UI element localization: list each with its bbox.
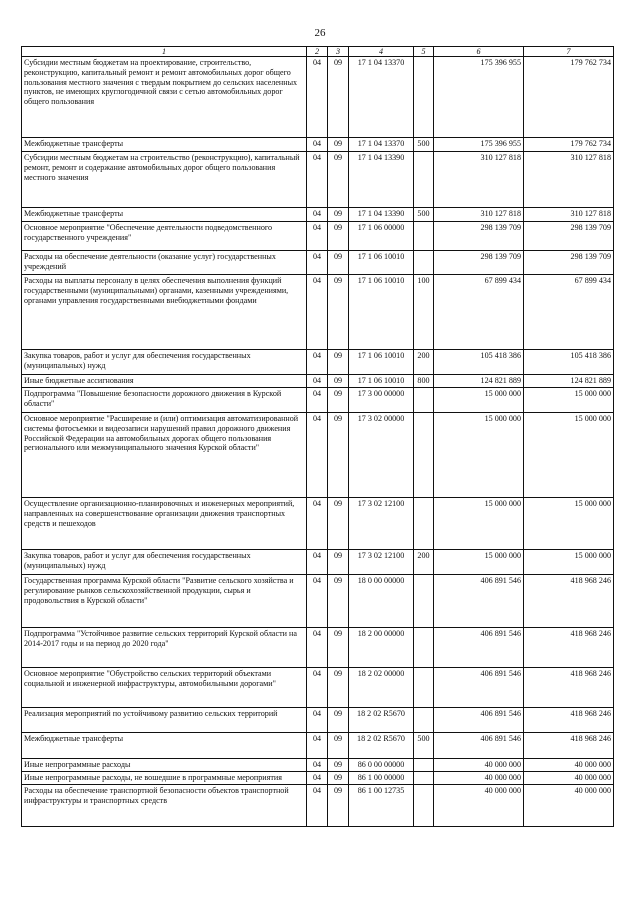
header-cell: 5 xyxy=(414,47,434,57)
row-description: Расходы на обеспечение деятельности (оказание услуг) государственных учреждений xyxy=(22,251,307,275)
amount-year-1: 310 127 818 xyxy=(434,152,524,208)
amount-year-2: 15 000 000 xyxy=(524,388,614,413)
expense-type-code: 500 xyxy=(414,208,434,222)
amount-year-1: 406 891 546 xyxy=(434,628,524,668)
target-article-code: 18 0 00 00000 xyxy=(349,575,414,628)
row-description: Закупка товаров, работ и услуг для обеспечения государственных (муниципальных) нужд xyxy=(22,550,307,575)
row-description: Иные бюджетные ассигнования xyxy=(22,375,307,388)
subsection-code: 09 xyxy=(328,708,349,733)
row-description: Расходы на обеспечение транспортной безопасности объектов транспортной инфраструктуры и транспортных средств xyxy=(22,785,307,827)
section-code: 04 xyxy=(307,388,328,413)
row-description: Закупка товаров, работ и услуг для обеспечения государственных (муниципальных) нужд xyxy=(22,350,307,375)
amount-year-1: 298 139 709 xyxy=(434,222,524,251)
target-article-code: 17 3 02 12100 xyxy=(349,550,414,575)
table-row xyxy=(22,708,614,733)
table-row xyxy=(22,251,614,275)
row-description: Межбюджетные трансферты xyxy=(22,208,307,222)
subsection-code: 09 xyxy=(328,628,349,668)
subsection-code: 09 xyxy=(328,733,349,759)
subsection-code: 09 xyxy=(328,208,349,222)
amount-year-1: 406 891 546 xyxy=(434,668,524,708)
row-description: Государственная программа Курской области "Развитие сельского хозяйства и регулирование рынков сельскохозяйственной продукции, сырья и продовольствия в Курской области" xyxy=(22,575,307,628)
table-row xyxy=(22,57,614,138)
row-description: Основное мероприятие "Обеспечение деятельности подведомственного государственного учреждения" xyxy=(22,222,307,251)
expense-type-code xyxy=(414,222,434,251)
subsection-code: 09 xyxy=(328,350,349,375)
section-code: 04 xyxy=(307,152,328,208)
row-description: Иные непрограммные расходы xyxy=(22,759,307,772)
expense-type-code xyxy=(414,708,434,733)
section-code: 04 xyxy=(307,413,328,498)
subsection-code: 09 xyxy=(328,275,349,350)
amount-year-1: 406 891 546 xyxy=(434,733,524,759)
amount-year-2: 418 968 246 xyxy=(524,733,614,759)
amount-year-1: 15 000 000 xyxy=(434,413,524,498)
section-code: 04 xyxy=(307,208,328,222)
header-cell: 7 xyxy=(524,47,614,57)
target-article-code: 18 2 00 00000 xyxy=(349,628,414,668)
subsection-code: 09 xyxy=(328,152,349,208)
target-article-code: 18 2 02 R5670 xyxy=(349,733,414,759)
target-article-code: 17 1 06 10010 xyxy=(349,375,414,388)
subsection-code: 09 xyxy=(328,785,349,827)
subsection-code: 09 xyxy=(328,251,349,275)
target-article-code: 18 2 02 00000 xyxy=(349,668,414,708)
section-code: 04 xyxy=(307,759,328,772)
expense-type-code xyxy=(414,57,434,138)
table-row xyxy=(22,152,614,208)
expense-type-code xyxy=(414,759,434,772)
target-article-code: 86 0 00 00000 xyxy=(349,759,414,772)
amount-year-2: 310 127 818 xyxy=(524,152,614,208)
amount-year-1: 40 000 000 xyxy=(434,772,524,785)
target-article-code: 86 1 00 00000 xyxy=(349,772,414,785)
row-description: Основное мероприятие "Расширение и (или) оптимизация автоматизированной системы фотосъемки и видеозаписи нарушений правил дорожного движения Российской Федерации на автомобильных дорогах общего пользования регионального или межмуниципального значения Курской области" xyxy=(22,413,307,498)
section-code: 04 xyxy=(307,772,328,785)
target-article-code: 17 3 00 00000 xyxy=(349,388,414,413)
budget-table xyxy=(21,46,614,827)
table-row xyxy=(22,550,614,575)
section-code: 04 xyxy=(307,668,328,708)
amount-year-2: 124 821 889 xyxy=(524,375,614,388)
expense-type-code xyxy=(414,772,434,785)
expense-type-code: 100 xyxy=(414,275,434,350)
row-description: Подпрограмма "Устойчивое развитие сельских территорий Курской области на 2014-2017 годы и на период до 2020 года" xyxy=(22,628,307,668)
table-row xyxy=(22,785,614,827)
amount-year-1: 298 139 709 xyxy=(434,251,524,275)
subsection-code: 09 xyxy=(328,138,349,152)
amount-year-1: 175 396 955 xyxy=(434,138,524,152)
amount-year-2: 40 000 000 xyxy=(524,785,614,827)
expense-type-code: 200 xyxy=(414,550,434,575)
expense-type-code xyxy=(414,498,434,550)
section-code: 04 xyxy=(307,138,328,152)
amount-year-1: 15 000 000 xyxy=(434,388,524,413)
section-code: 04 xyxy=(307,498,328,550)
section-code: 04 xyxy=(307,350,328,375)
amount-year-1: 40 000 000 xyxy=(434,759,524,772)
target-article-code: 17 1 04 13390 xyxy=(349,152,414,208)
table-row xyxy=(22,733,614,759)
amount-year-1: 15 000 000 xyxy=(434,498,524,550)
row-description: Межбюджетные трансферты xyxy=(22,138,307,152)
subsection-code: 09 xyxy=(328,498,349,550)
expense-type-code xyxy=(414,628,434,668)
amount-year-2: 418 968 246 xyxy=(524,628,614,668)
row-description: Субсидии местным бюджетам на проектирование, строительство, реконструкцию, капитальный ремонт и ремонт автомобильных дорог общего пользования местного значения с твердым покрытием до сельских населенных пунктов, не имеющих круглогодичной связи с сетью автомобильных дорог общего пользования xyxy=(22,57,307,138)
expense-type-code: 200 xyxy=(414,350,434,375)
table-row xyxy=(22,208,614,222)
target-article-code: 17 3 02 12100 xyxy=(349,498,414,550)
amount-year-2: 418 968 246 xyxy=(524,575,614,628)
amount-year-2: 298 139 709 xyxy=(524,251,614,275)
subsection-code: 09 xyxy=(328,772,349,785)
section-code: 04 xyxy=(307,57,328,138)
section-code: 04 xyxy=(307,222,328,251)
row-description: Основное мероприятие "Обустройство сельских территорий объектами социальной и инженерной инфраструктуры, автомобильными дорогами" xyxy=(22,668,307,708)
target-article-code: 17 1 06 10010 xyxy=(349,350,414,375)
expense-type-code: 800 xyxy=(414,375,434,388)
amount-year-2: 40 000 000 xyxy=(524,759,614,772)
target-article-code: 17 1 04 13390 xyxy=(349,208,414,222)
amount-year-1: 310 127 818 xyxy=(434,208,524,222)
table-row xyxy=(22,759,614,772)
section-code: 04 xyxy=(307,733,328,759)
section-code: 04 xyxy=(307,275,328,350)
amount-year-2: 179 762 734 xyxy=(524,138,614,152)
expense-type-code: 500 xyxy=(414,138,434,152)
subsection-code: 09 xyxy=(328,759,349,772)
amount-year-2: 418 968 246 xyxy=(524,708,614,733)
section-code: 04 xyxy=(307,375,328,388)
expense-type-code xyxy=(414,413,434,498)
target-article-code: 86 1 00 12735 xyxy=(349,785,414,827)
expense-type-code: 500 xyxy=(414,733,434,759)
table-row xyxy=(22,375,614,388)
amount-year-1: 15 000 000 xyxy=(434,550,524,575)
subsection-code: 09 xyxy=(328,57,349,138)
section-code: 04 xyxy=(307,628,328,668)
expense-type-code xyxy=(414,152,434,208)
row-description: Субсидии местным бюджетам на строительство (реконструкцию), капитальный ремонт, ремонт и содержание автомобильных дорог общего пользования местного значения xyxy=(22,152,307,208)
row-description: Реализация мероприятий по устойчивому развитию сельских территорий xyxy=(22,708,307,733)
subsection-code: 09 xyxy=(328,575,349,628)
subsection-code: 09 xyxy=(328,413,349,498)
amount-year-1: 67 899 434 xyxy=(434,275,524,350)
header-cell: 4 xyxy=(349,47,414,57)
amount-year-2: 40 000 000 xyxy=(524,772,614,785)
target-article-code: 17 1 06 10010 xyxy=(349,275,414,350)
amount-year-1: 175 396 955 xyxy=(434,57,524,138)
table-row xyxy=(22,350,614,375)
subsection-code: 09 xyxy=(328,222,349,251)
subsection-code: 09 xyxy=(328,550,349,575)
amount-year-2: 15 000 000 xyxy=(524,498,614,550)
table-row xyxy=(22,413,614,498)
header-cell: 1 xyxy=(22,47,307,57)
section-code: 04 xyxy=(307,785,328,827)
section-code: 04 xyxy=(307,550,328,575)
table-row xyxy=(22,388,614,413)
target-article-code: 18 2 02 R5670 xyxy=(349,708,414,733)
subsection-code: 09 xyxy=(328,388,349,413)
table-row xyxy=(22,668,614,708)
amount-year-1: 124 821 889 xyxy=(434,375,524,388)
table-row xyxy=(22,222,614,251)
amount-year-1: 406 891 546 xyxy=(434,575,524,628)
section-code: 04 xyxy=(307,708,328,733)
amount-year-2: 310 127 818 xyxy=(524,208,614,222)
page-number: 26 xyxy=(314,27,326,39)
header-cell: 3 xyxy=(328,47,349,57)
target-article-code: 17 1 04 13370 xyxy=(349,138,414,152)
expense-type-code xyxy=(414,388,434,413)
row-description: Подпрограмма "Повышение безопасности дорожного движения в Курской области" xyxy=(22,388,307,413)
expense-type-code xyxy=(414,575,434,628)
amount-year-2: 179 762 734 xyxy=(524,57,614,138)
row-description: Расходы на выплаты персоналу в целях обеспечения выполнения функций государственными (муниципальными) органами, казенными учреждениями, органами управления государственными внебюджетными фондами xyxy=(22,275,307,350)
expense-type-code xyxy=(414,785,434,827)
table-row xyxy=(22,275,614,350)
amount-year-1: 105 418 386 xyxy=(434,350,524,375)
table-row xyxy=(22,575,614,628)
section-code: 04 xyxy=(307,575,328,628)
subsection-code: 09 xyxy=(328,668,349,708)
amount-year-2: 418 968 246 xyxy=(524,668,614,708)
target-article-code: 17 3 02 00000 xyxy=(349,413,414,498)
table-header-row xyxy=(22,47,614,57)
amount-year-2: 15 000 000 xyxy=(524,550,614,575)
header-cell: 2 xyxy=(307,47,328,57)
amount-year-2: 15 000 000 xyxy=(524,413,614,498)
target-article-code: 17 1 06 10010 xyxy=(349,251,414,275)
row-description: Межбюджетные трансферты xyxy=(22,733,307,759)
table-row xyxy=(22,138,614,152)
amount-year-2: 67 899 434 xyxy=(524,275,614,350)
target-article-code: 17 1 06 00000 xyxy=(349,222,414,251)
expense-type-code xyxy=(414,251,434,275)
amount-year-1: 40 000 000 xyxy=(434,785,524,827)
table-row xyxy=(22,498,614,550)
table-row xyxy=(22,772,614,785)
amount-year-2: 105 418 386 xyxy=(524,350,614,375)
target-article-code: 17 1 04 13370 xyxy=(349,57,414,138)
section-code: 04 xyxy=(307,251,328,275)
table-row xyxy=(22,628,614,668)
subsection-code: 09 xyxy=(328,375,349,388)
expense-type-code xyxy=(414,668,434,708)
amount-year-2: 298 139 709 xyxy=(524,222,614,251)
amount-year-1: 406 891 546 xyxy=(434,708,524,733)
header-cell: 6 xyxy=(434,47,524,57)
row-description: Иные непрограммные расходы, не вошедшие в программные мероприятия xyxy=(22,772,307,785)
row-description: Осуществление организационно-планировочных и инженерных мероприятий, направленных на совершенствование организации движения транспортных средств и пешеходов xyxy=(22,498,307,550)
